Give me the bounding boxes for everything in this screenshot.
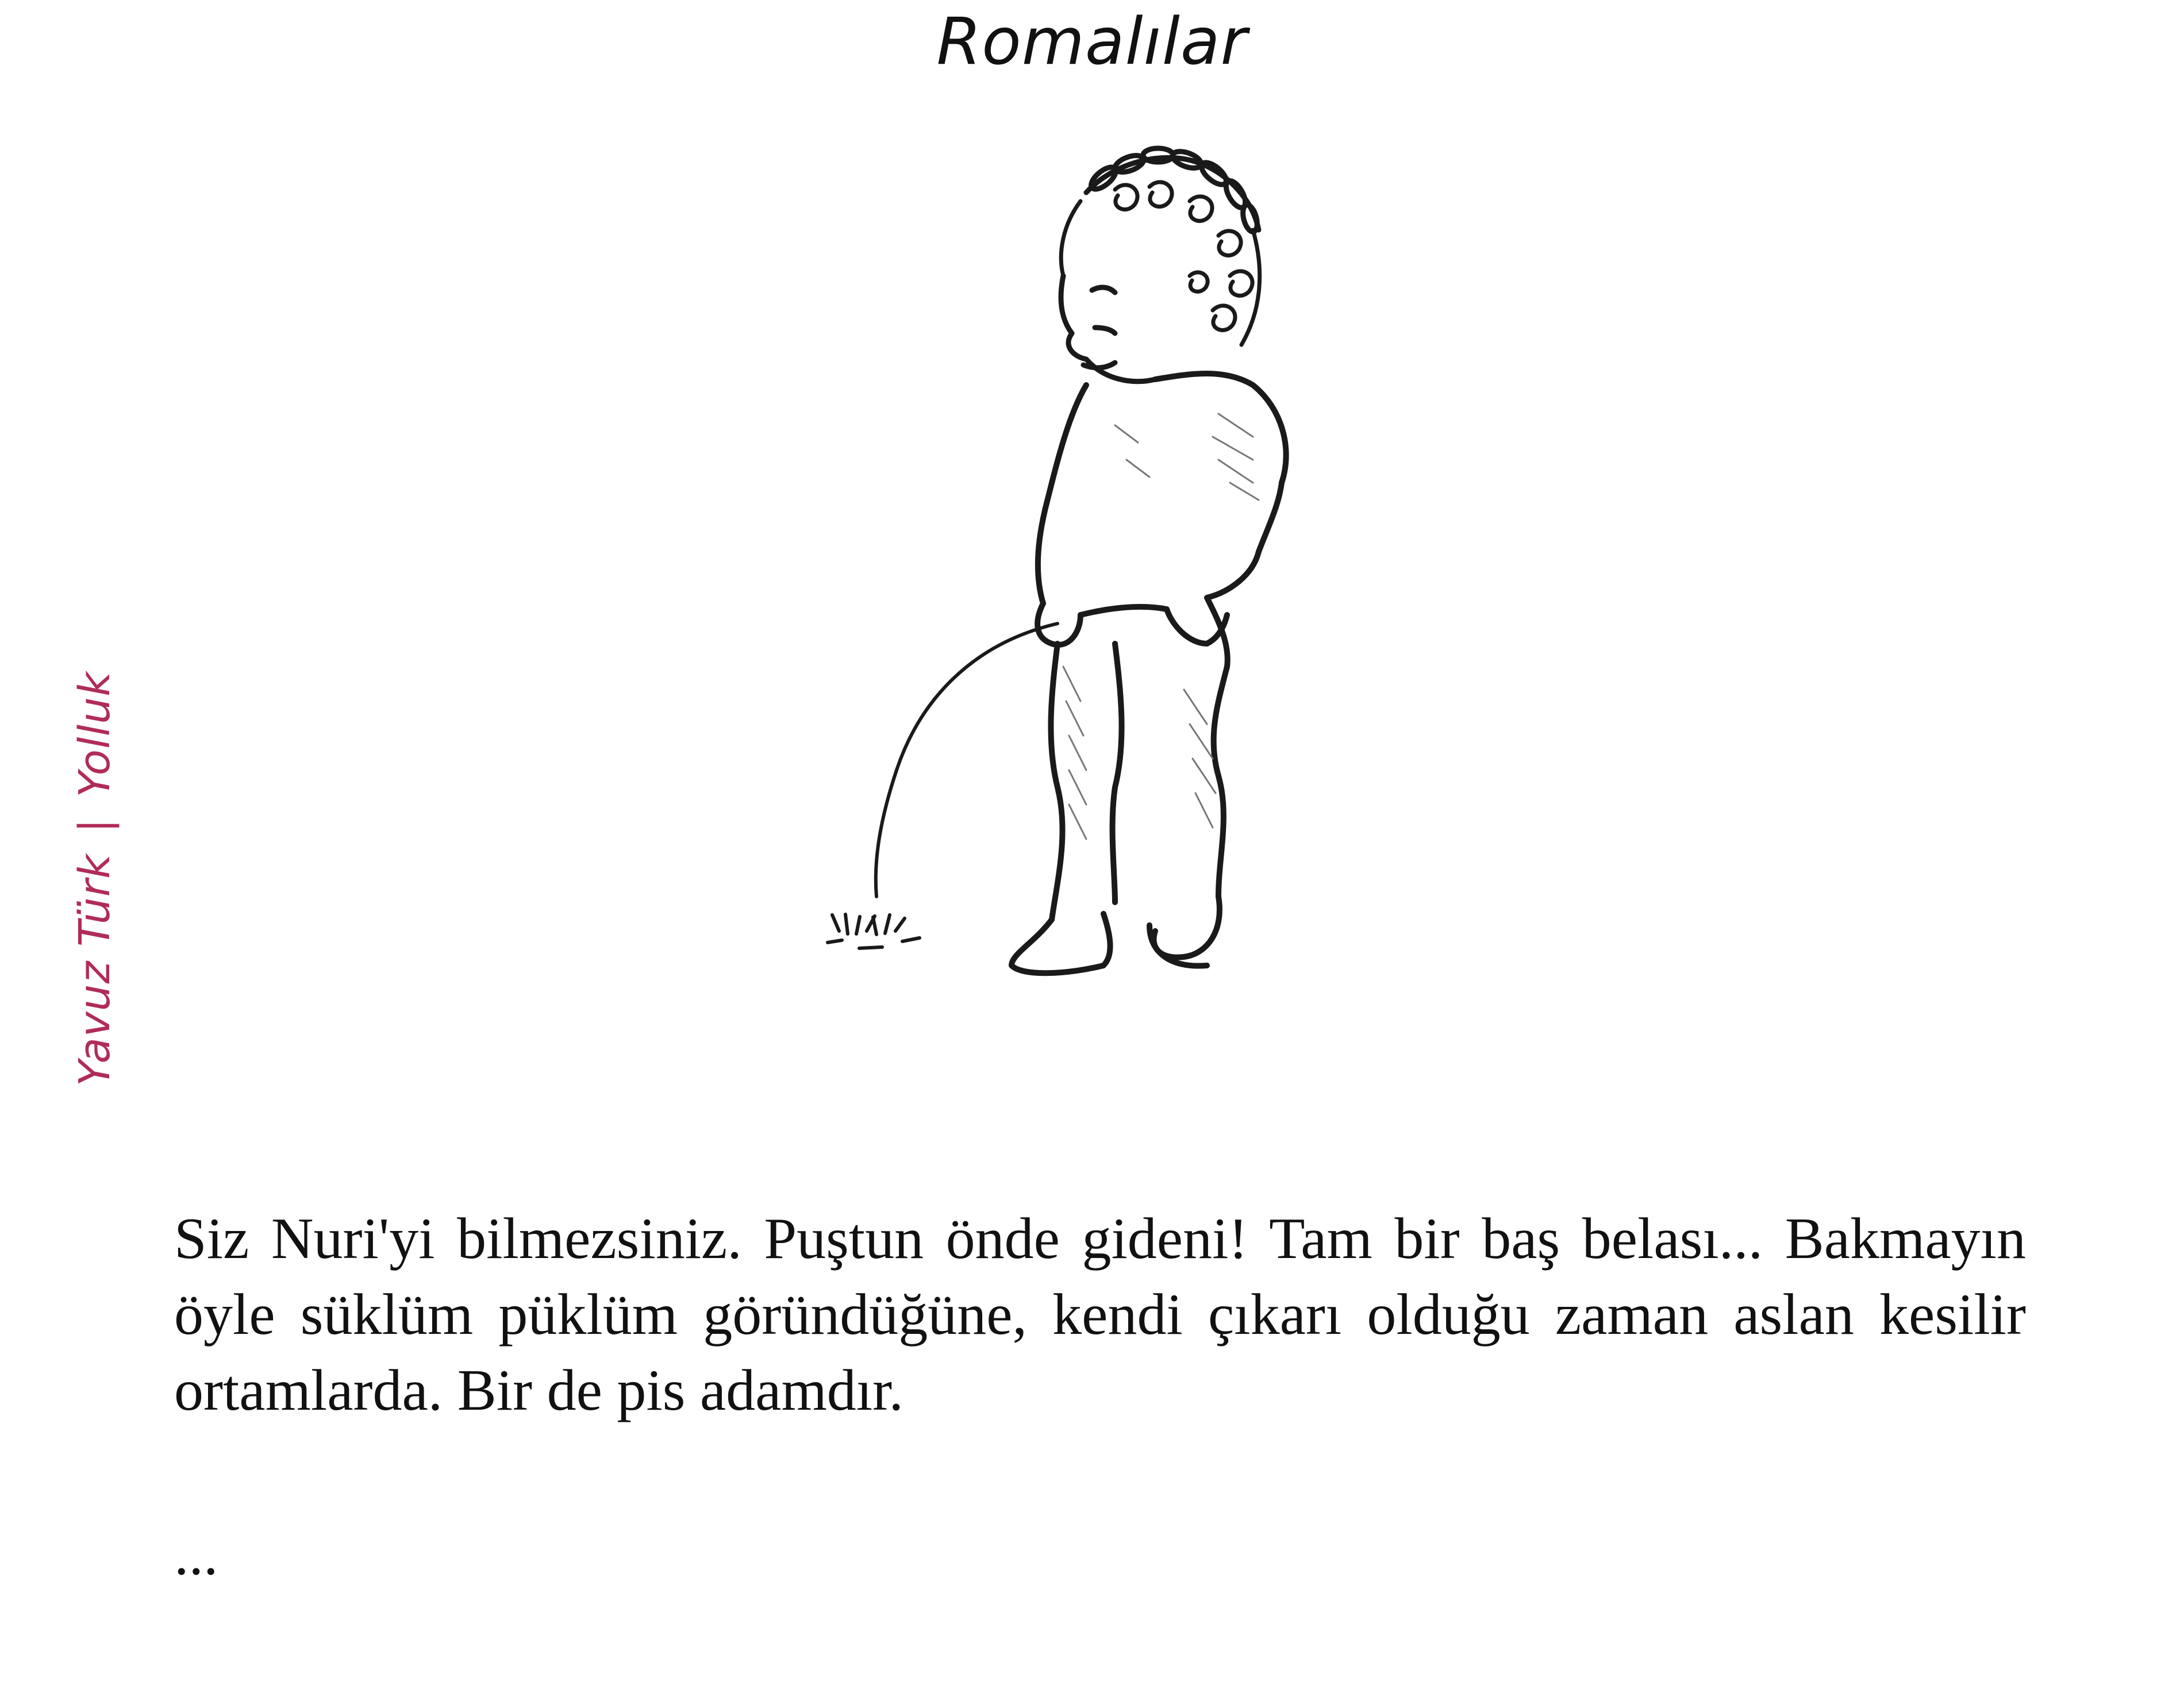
peeing-cherub-sketch-icon — [713, 138, 1425, 1023]
body-paragraph: Siz Nuri'yi bilmezsiniz. Puştun önde gideni! Tam bir baş belası... Bakmayın öyle süklüm püklüm göründüğüne, kendi çıkarı olduğu zaman aslan kesilir ortamlarda. Bir de pis adamdır. — [174, 1206, 2026, 1423]
stream-arc — [876, 624, 1058, 897]
author-name: Yavuz Türk — [70, 853, 120, 1086]
body-shading — [1063, 414, 1259, 839]
grass-tuft — [828, 914, 920, 948]
publication-name: Yolluk — [70, 671, 120, 798]
hair-curls — [1061, 182, 1259, 345]
head-outline — [1061, 276, 1155, 382]
body-outline — [1012, 374, 1286, 973]
side-credit — [69, 671, 121, 1086]
page-title: Romalılar — [936, 5, 1248, 79]
credit-separator: | — [70, 818, 120, 833]
continuation-ellipsis: ... — [174, 1522, 218, 1587]
